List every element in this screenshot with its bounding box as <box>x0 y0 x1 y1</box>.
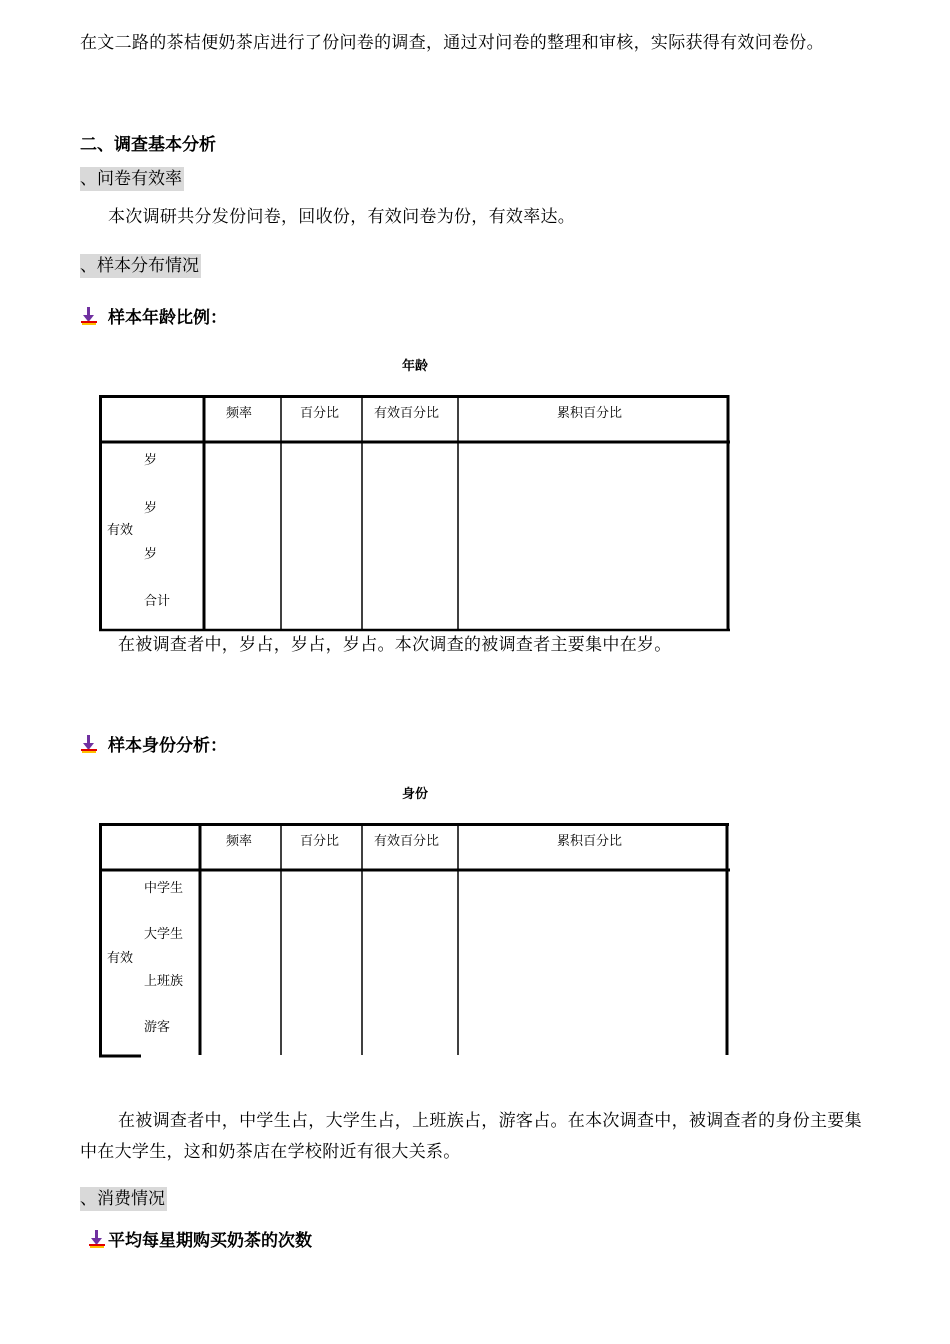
response-rate-paragraph: 本次调研共分发份问卷，回收份，有效问卷为份，有效率达。 <box>108 207 576 227</box>
subheading-consumption: 、消费情况 <box>80 1189 165 1209</box>
age-row-label: 岁 <box>144 547 158 562</box>
age-table-grid <box>99 395 731 633</box>
subheading-sample-distribution: 、样本分布情况 <box>80 256 199 276</box>
identity-col-frequency: 频率 <box>226 834 253 849</box>
identity-summary-paragraph: 在被调查者中，中学生占，大学生占，上班族占，游客占。在本次调查中，被调查者的身份主要集中在大学生，这和奶茶店在学校附近有很大关系。 <box>80 1111 862 1162</box>
age-col-cumulative-percent: 累积百分比 <box>557 406 623 421</box>
age-row-label: 岁 <box>144 453 158 468</box>
arrow-bullet-icon <box>80 307 98 325</box>
identity-row-label: 中学生 <box>144 881 184 896</box>
identity-row-label: 游客 <box>144 1020 171 1035</box>
age-row-total: 合计 <box>144 594 171 609</box>
bullet-weekly-purchase <box>88 1226 312 1251</box>
subheading-response-rate: 、问卷有效率 <box>80 169 182 189</box>
age-table-title: 年龄 <box>401 359 428 374</box>
section-heading-basic-analysis: 二、调查基本分析 <box>80 135 216 155</box>
identity-col-valid-percent: 有效百分比 <box>374 834 440 849</box>
age-frequency-table <box>99 395 729 633</box>
intro-paragraph: 在文二路的茶桔便奶茶店进行了份问卷的调查，通过对问卷的整理和审核，实际获得有效问卷份。 <box>80 33 824 53</box>
bullet-age-label: 样本年龄比例： <box>108 308 227 328</box>
age-col-frequency: 频率 <box>226 406 253 421</box>
age-summary-paragraph: 在被调查者中，岁占，岁占，岁占。本次调查的被调查者主要集中在岁。 <box>118 635 672 655</box>
bullet-identity-analysis <box>80 731 227 756</box>
age-col-percent: 百分比 <box>300 406 340 421</box>
bullet-age-ratio <box>80 303 227 328</box>
identity-table-grid <box>99 823 731 1059</box>
identity-row-label: 大学生 <box>144 927 184 942</box>
identity-frequency-table <box>99 823 729 1059</box>
bullet-weekly-purchase-label: 平均每星期购买奶茶的次数 <box>108 1231 312 1251</box>
identity-col-cumulative-percent: 累积百分比 <box>557 834 623 849</box>
identity-group-label: 有效 <box>107 951 134 966</box>
identity-table-title: 身份 <box>401 787 428 802</box>
identity-col-percent: 百分比 <box>300 834 340 849</box>
age-col-valid-percent: 有效百分比 <box>374 406 440 421</box>
age-row-label: 岁 <box>144 501 158 516</box>
identity-row-label: 上班族 <box>144 974 184 989</box>
bullet-identity-label: 样本身份分析： <box>108 736 227 756</box>
age-group-label: 有效 <box>107 523 134 538</box>
arrow-bullet-icon <box>88 1230 106 1248</box>
arrow-bullet-icon <box>80 735 98 753</box>
